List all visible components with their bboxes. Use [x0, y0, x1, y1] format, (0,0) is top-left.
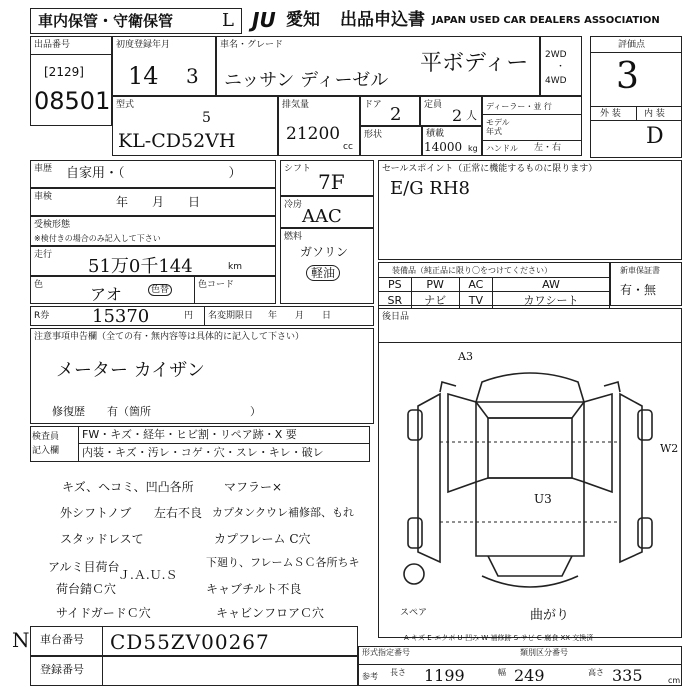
interior-label: 内 装	[644, 109, 665, 119]
recycle-label: R券	[34, 311, 50, 321]
org-name: 愛知	[286, 10, 320, 30]
equipment-item: AC	[459, 278, 492, 292]
damage-legend: A-キズ E-エクボ U-凹み W-補修跡 S-サビ C-腐食 XX-交換済	[404, 634, 594, 642]
width-label: 幅	[498, 668, 506, 677]
model-year-label: モデル 年式	[486, 118, 510, 136]
capacity-label: 定員	[424, 100, 443, 110]
history-value: 自家用・（ ）	[66, 166, 242, 181]
mileage-unit: km	[228, 262, 242, 272]
inspection-value: 年 月 日	[116, 195, 201, 209]
drive-dot: ・	[556, 62, 566, 72]
association-name: JAPAN USED CAR DEALERS ASSOCIATION	[432, 15, 660, 26]
remark-11: 荷台錆Ｃ穴	[56, 582, 117, 596]
car-grade-value: 平ボディー	[420, 51, 529, 76]
equipment-grid	[378, 277, 610, 306]
length-label: 長さ	[390, 668, 406, 677]
selling-points-value: E/G RH8	[390, 178, 471, 199]
inspector-label-1: 検査員	[32, 432, 60, 442]
fuel-label: 燃料	[284, 232, 303, 242]
remark-13: サイドガードＣ穴	[56, 606, 151, 620]
selling-points-label: セールスポイント（正常に機能するものに限ります）	[382, 164, 598, 174]
load-value: 14000	[424, 140, 463, 154]
score-label: 評価点	[618, 40, 646, 50]
remark-3: 外シフトノブ	[60, 506, 132, 520]
handle-value: 左・右	[534, 143, 562, 153]
remark-8: アルミ目荷台	[48, 560, 120, 574]
model-sup: 5	[202, 110, 211, 126]
addr-change-date: 年 月 日	[268, 311, 332, 321]
lot-code: [2129]	[44, 65, 84, 79]
first-reg-month: 3	[186, 64, 199, 88]
capacity-value: 2	[452, 106, 463, 125]
warranty-value: 有・無	[620, 283, 657, 297]
recycle-unit: 円	[184, 311, 194, 321]
spare-label: スペア	[400, 608, 428, 618]
capacity-unit: 人	[466, 109, 477, 122]
aircon-value: AAC	[302, 206, 342, 227]
remark-1: キズ、ヘコミ、凹凸各所	[62, 480, 194, 494]
width-value: 249	[514, 666, 545, 685]
length-value: 1199	[424, 666, 465, 685]
repair-history: 修復歴 有（箇所 ）	[52, 405, 261, 418]
score-value: 3	[616, 56, 639, 97]
inspector-row-exterior: FW・キズ・経年・ヒビ割・リペア跡・X 要	[82, 428, 297, 441]
shift-value: 7F	[318, 170, 345, 194]
remark-2: マフラー×	[224, 480, 283, 494]
inspector-row-interior: 内装・キズ・汚レ・コゲ・穴・スレ・キレ・破レ	[82, 446, 324, 459]
interior-score: D	[646, 124, 664, 149]
shape-label: 形状	[364, 130, 383, 140]
fuel-diesel: 軽油	[306, 265, 340, 281]
lot-number: 08501	[34, 87, 111, 115]
inspection-label: 車検	[34, 192, 53, 202]
storage-label: 車内保管・守衛保管	[38, 12, 174, 30]
equipment-item: PW	[411, 278, 459, 292]
damage-mark-w2: W2	[660, 442, 679, 455]
displacement-value: 21200	[286, 124, 341, 144]
acceptance-note: ※検付きの場合のみ記入して下さい	[34, 234, 161, 243]
car-name-value: ニッサン ディーゼル	[224, 70, 389, 91]
dealer-label: ディーラー・並 行	[486, 102, 552, 111]
equipment-label: 装備品（純正品に限り〇をつけてください）	[392, 266, 552, 275]
drive-2wd: 2WD	[545, 50, 567, 60]
lot-label: 出品番号	[34, 40, 71, 50]
post-install-label: 後日品	[382, 312, 410, 322]
score-box	[590, 36, 682, 158]
mileage-value: 51万0千144	[88, 256, 193, 277]
exterior-label: 外 装	[600, 109, 621, 119]
dims-unit: cm	[668, 676, 681, 685]
acceptance-label: 受検形態	[34, 220, 71, 230]
color-change: 色替	[148, 284, 172, 296]
car-name-label: 車名・グレード	[220, 40, 284, 50]
chassis-label: 車台番号	[40, 633, 84, 646]
height-value: 335	[612, 666, 643, 685]
chassis-value: CD55ZV00267	[110, 630, 270, 654]
remark-7: カプフレーム C穴	[214, 532, 311, 546]
equipment-item: PS	[379, 278, 412, 292]
equipment-item: TV	[459, 292, 492, 309]
model-value: KL-CD52VH	[118, 130, 236, 152]
bent-label: 曲がり	[530, 608, 570, 623]
color-label: 色	[34, 280, 44, 290]
chassis-prefix: N	[12, 628, 30, 652]
remark-14: キャビンフロアＣ穴	[216, 606, 325, 620]
recycle-value: 15370	[92, 306, 150, 327]
doors-value: 2	[390, 104, 402, 125]
remark-6: スタッドレスて	[60, 532, 144, 546]
first-reg-year: 14	[128, 62, 159, 90]
doors-label: ドア	[364, 100, 382, 110]
notes-text: メーター カイザン	[56, 360, 205, 381]
type-number-label: 形式指定番号	[362, 648, 410, 657]
inspector-label-2: 記入欄	[32, 446, 60, 456]
height-label: 高さ	[588, 668, 604, 677]
shift-label: シフト	[284, 164, 312, 174]
remark-12: キャブチルト不良	[206, 582, 302, 596]
model-label: 型式	[116, 100, 135, 110]
damage-mark-a3: A3	[458, 350, 473, 363]
remark-5: カプタンクウレ補修部、もれ	[212, 506, 355, 519]
registration-label: 登録番号	[40, 663, 84, 676]
damage-mark-u3: U3	[534, 492, 552, 506]
notes-label: 注意事項申告欄（全ての有・無内容等は具体的に記入して下さい）	[34, 332, 305, 342]
storage-mark: L	[222, 10, 234, 31]
color-code-label: 色コード	[198, 280, 235, 290]
remark-10: 下廻り、フレームＳＣ各所ちキ	[206, 556, 360, 569]
selling-points-box	[378, 160, 682, 260]
equipment-item: AW	[493, 278, 610, 292]
addr-change-label: 名変期限日	[208, 311, 254, 321]
equipment-item: ナビ	[411, 292, 459, 309]
fuel-gasoline: ガソリン	[300, 245, 349, 259]
car-diagram	[378, 342, 682, 638]
equipment-item: SR	[379, 292, 412, 309]
aircon-label: 冷房	[284, 200, 303, 210]
remark-9: Ｊ.Ａ.Ｕ.Ｓ	[118, 568, 178, 582]
drive-4wd: 4WD	[545, 76, 567, 86]
equipment-item: カワシート	[493, 292, 610, 309]
form-title: 出品申込書	[340, 10, 425, 30]
first-reg-label: 初度登録年月	[116, 40, 171, 50]
displacement-label: 排気量	[282, 100, 310, 110]
mileage-label: 走行	[34, 250, 53, 260]
dims-ref-label: 参考	[362, 672, 378, 681]
warranty-label: 新車保証書	[620, 266, 660, 275]
remark-4: 左右不良	[154, 506, 203, 520]
load-label: 積載	[426, 129, 445, 139]
history-label: 車歴	[34, 164, 53, 174]
class-number-label: 類別区分番号	[520, 648, 568, 657]
displacement-unit: cc	[343, 142, 353, 152]
color-value: アオ	[90, 285, 122, 304]
handle-label: ハンドル	[486, 144, 518, 153]
load-unit: kg	[468, 144, 478, 153]
ju-logo: JU	[252, 8, 276, 32]
